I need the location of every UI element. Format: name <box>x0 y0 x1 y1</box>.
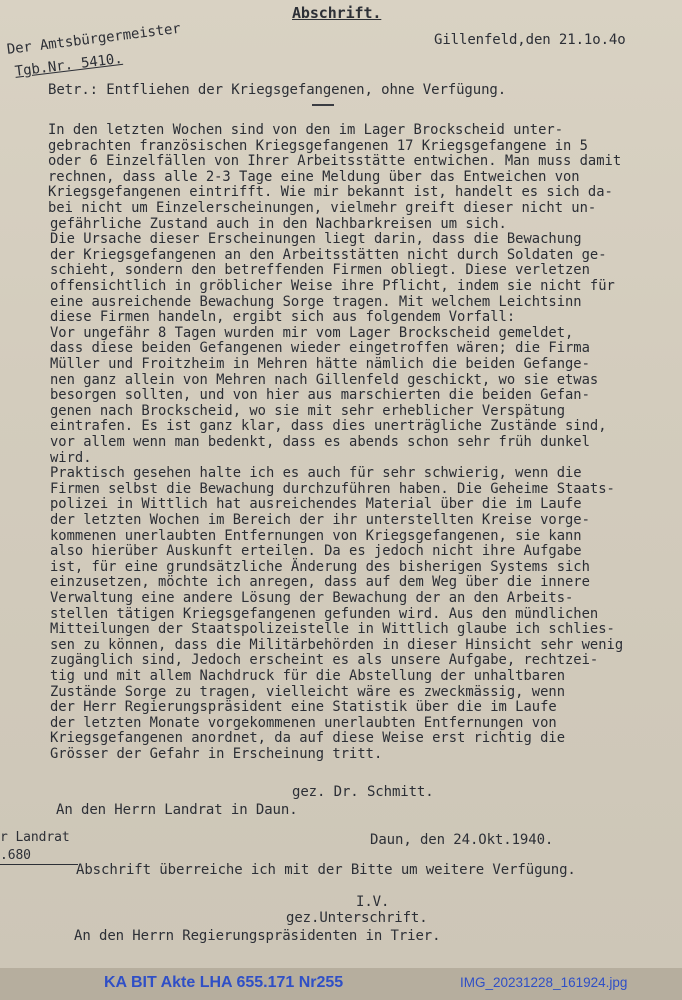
body-line: Mitteilungen der Staatspolizeistelle in Wittlich glaube ich schlies- <box>50 621 615 638</box>
body-line: nen ganz allein von Mehren nach Gillenfeld geschickt, wo sie etwas <box>50 371 599 388</box>
body-line: Kriegsgefangenen eintrifft. Wie mir bekannt ist, handelt es sich da- <box>48 184 613 201</box>
body-line: wird. <box>50 449 92 466</box>
body-line: besorgen sollten, und von hier aus marschierten die beiden Gefan- <box>50 387 590 404</box>
body-line: Müller und Froitzheim in Mehren hätte nämlich die beiden Gefange- <box>50 356 590 372</box>
stamp-rule <box>0 864 78 865</box>
body-line: ist, für eine grundsätzliche Änderung des bisherigen Systems sich <box>50 558 590 575</box>
separator-dash <box>312 104 334 106</box>
body-line: sen zu können, dass die Militärbehörden in dieser Hinsicht sehr wenig <box>50 636 624 653</box>
body-line: gebrachten französischen Kriegsgefangenen 17 Kriegsgefangene in 5 <box>48 137 588 154</box>
body-line: kommenen unerlaubten Entfernungen von Kriegsgefangenen, sie kann <box>50 527 582 544</box>
forwarding-note: Abschrift überreiche ich mit der Bitte um weitere Verfügung. <box>76 862 576 878</box>
body-line: Die Ursache dieser Erscheinungen liegt darin, dass die Bewachung <box>50 231 582 248</box>
body-line: Vor ungefähr 8 Tagen wurden mir vom Lager Brockscheid gemeldet, <box>50 324 574 341</box>
body-line: Kriegsgefangenen anordnet, da auf diese Weise erst richtig die <box>50 730 565 747</box>
document-heading: Abschrift. <box>292 4 382 22</box>
body-line: polizei in Wittlich hat ausreichendes Material über die im Laufe <box>50 496 582 513</box>
recipient-line: An den Herrn Landrat in Daun. <box>56 802 298 818</box>
body-line: eine ausreichende Bewachung Sorge tragen. Mit welchem Leichtsinn <box>50 293 582 310</box>
final-recipient: An den Herrn Regierungspräsidenten in Trier. <box>74 928 441 944</box>
place-and-date: Gillenfeld,den 21.1o.4o <box>434 32 626 48</box>
body-line: vor allem wenn man bedenkt, dass es abends schon sehr früh dunkel <box>50 434 590 450</box>
body-line: oder 6 Einzelfällen von Ihrer Arbeitsstätte entwichen. Man muss damit <box>48 153 622 170</box>
body-line: rechnen, dass alle 2-3 Tage eine Meldung über das Entweichen von <box>48 168 580 185</box>
second-date: Daun, den 24.Okt.1940. <box>370 832 554 848</box>
body-line: gefährliche Zustand auch in den Nachbarkreisen um sich. <box>50 215 507 232</box>
body-line: der letzten Wochen im Bereich der ihr unterstellten Kreise vorge- <box>50 512 590 528</box>
body-line: offensichtlich in gröblicher Weise ihre Pflicht, indem sie nicht für <box>50 278 615 294</box>
iv-mark: I.V. <box>356 894 390 910</box>
body-line: In den letzten Wochen sind von den im Lager Brockscheid unter- <box>48 122 563 138</box>
journal-number: Tgb.Nr. 5410. <box>14 50 124 80</box>
body-line: eintrafen. Es ist ganz klar, dass dies unerträgliche Zustände sind, <box>50 418 607 435</box>
image-filename: IMG_20231228_161924.jpg <box>460 975 628 990</box>
body-line: einzusetzen, möchte ich anregen, dass auf dem Weg über die innere <box>50 574 590 591</box>
landrat-stamp-number: .680 <box>0 848 31 863</box>
subject-line: Betr.: Entfliehen der Kriegsgefangenen, ohne Verfügung. <box>48 82 507 98</box>
landrat-stamp: r Landrat <box>0 830 70 845</box>
body-line: der letzten Monate vorgekommenen unerlaubten Entfernungen von <box>50 714 557 731</box>
caption-bar <box>0 968 682 1000</box>
body-line: Firmen selbst die Bewachung durchzuführen haben. Die Geheime Staats- <box>50 480 615 497</box>
body-line: stellen tätigen Kriegsgefangenen gefunden wird. Aus den mündlichen <box>50 605 599 622</box>
body-line: der Herr Regierungspräsident eine Statistik über die im Laufe <box>50 699 557 716</box>
signature-line: gez. Dr. Schmitt. <box>292 784 434 800</box>
body-line: bei nicht um Einzelerscheinungen, vielmehr greift dieser nicht un- <box>48 200 597 216</box>
body-line: genen nach Brockscheid, wo sie mit sehr erheblicher Verspätung <box>50 402 565 419</box>
body-line: dass diese beiden Gefangenen wieder eingetroffen wären; die Firma <box>50 340 590 357</box>
body-line: Zustände Sorge zu tragen, vielleicht wäre es zweckmässig, wenn <box>50 683 565 700</box>
body-line: zugänglich sind, Jedoch erscheint es als unsere Aufgabe, rechtzei- <box>50 652 599 669</box>
body-line: diese Firmen handeln, ergibt sich aus folgendem Vorfall: <box>50 309 516 326</box>
body-line: Praktisch gesehen halte ich es auch für sehr schwierig, wenn die <box>50 465 582 482</box>
body-line: tig und mit allem Nachdruck für die Abstellung der unhaltbaren <box>50 668 565 684</box>
archive-reference: KA BIT Akte LHA 655.171 Nr255 <box>104 974 344 991</box>
sender-office: Der Amtsbürgermeister <box>6 20 182 58</box>
body-line: Verwaltung eine andere Lösung der Bewachung der an den Arbeits- <box>50 590 574 606</box>
unterschrift-line: gez.Unterschrift. <box>286 910 428 926</box>
body-line: schieht, sondern den betreffenden Firmen obliegt. Diese verletzen <box>50 262 590 279</box>
body-line: der Kriegsgefangenen an den Arbeitsstätten nicht durch Soldaten ge- <box>50 246 607 263</box>
body-line: Grösser der Gefahr in Erscheinung tritt. <box>50 746 383 762</box>
body-line: also hierüber Auskunft erteilen. Da es jedoch nicht ihre Aufgabe <box>50 543 582 560</box>
